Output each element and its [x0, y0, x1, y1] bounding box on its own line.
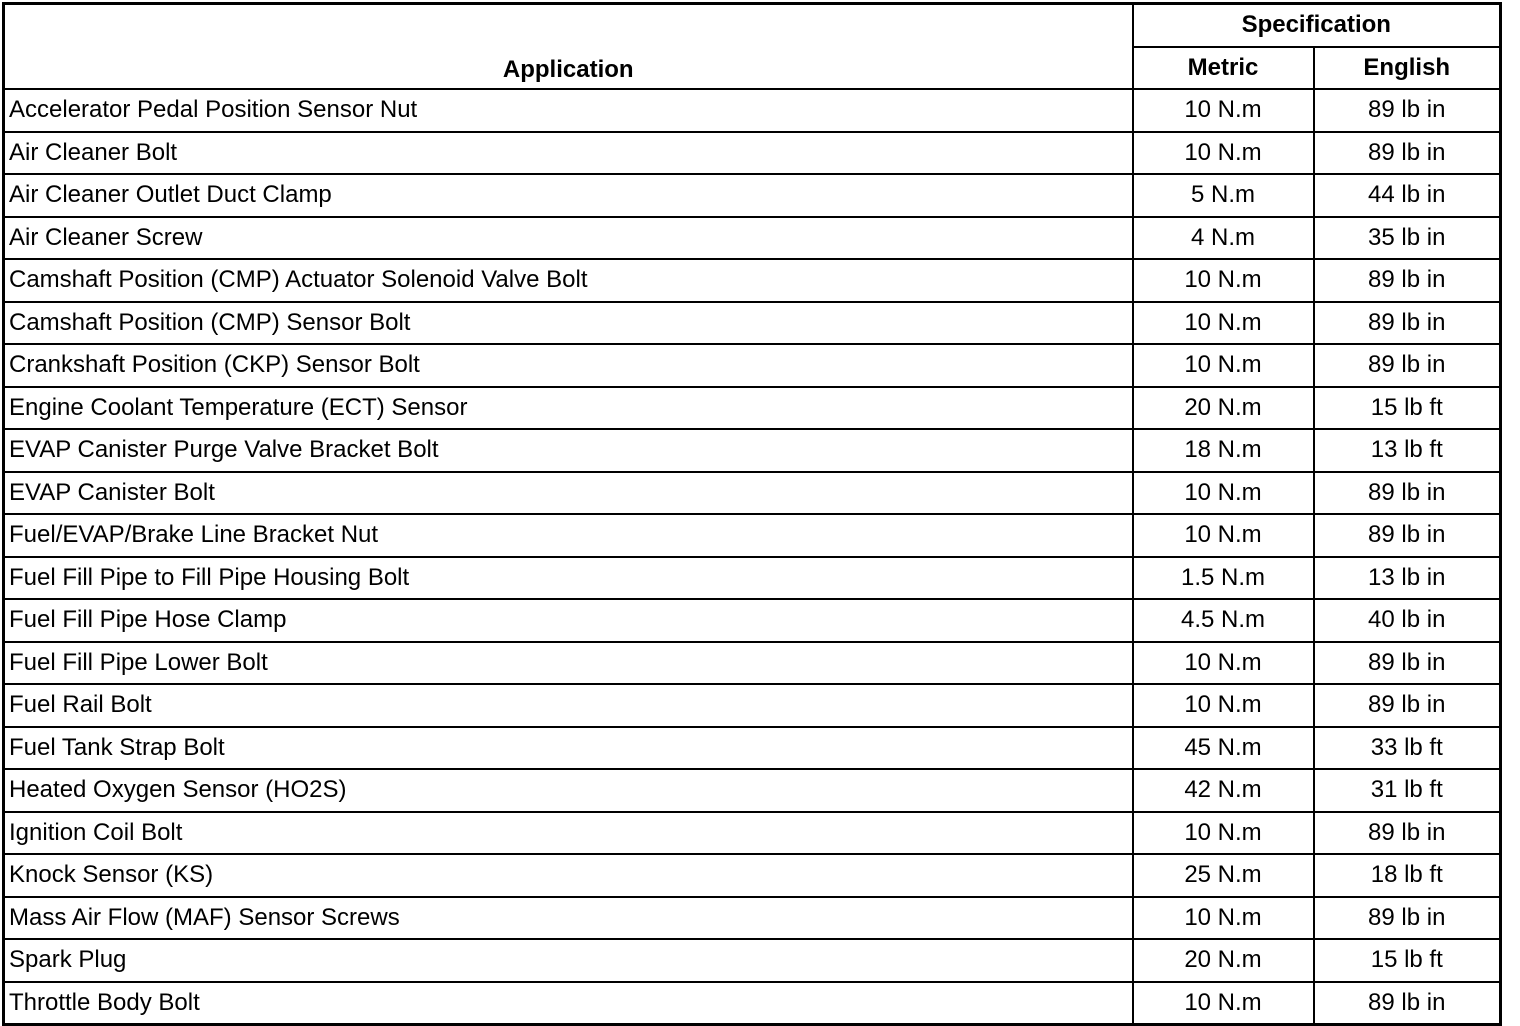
application-cell: Throttle Body Bolt [4, 982, 1133, 1025]
table-row [4, 939, 1501, 982]
table-row [4, 89, 1501, 132]
table-row [4, 727, 1501, 770]
english-cell: 33 lb ft [1314, 727, 1501, 770]
english-column-header: English [1314, 47, 1501, 90]
english-cell: 89 lb in [1314, 89, 1501, 132]
torque-specification-table [2, 2, 1502, 1026]
metric-column-header: Metric [1133, 47, 1314, 90]
english-cell: 89 lb in [1314, 514, 1501, 557]
table-row [4, 557, 1501, 600]
application-cell: Accelerator Pedal Position Sensor Nut [4, 89, 1133, 132]
table-row [4, 982, 1501, 1025]
application-cell: Air Cleaner Screw [4, 217, 1133, 260]
application-cell: Fuel Fill Pipe to Fill Pipe Housing Bolt [4, 557, 1133, 600]
metric-cell: 10 N.m [1133, 982, 1314, 1025]
english-cell: 31 lb ft [1314, 769, 1501, 812]
english-cell: 15 lb ft [1314, 939, 1501, 982]
application-cell: EVAP Canister Purge Valve Bracket Bolt [4, 429, 1133, 472]
application-cell: Fuel Rail Bolt [4, 684, 1133, 727]
metric-cell: 10 N.m [1133, 684, 1314, 727]
metric-cell: 10 N.m [1133, 514, 1314, 557]
metric-cell: 18 N.m [1133, 429, 1314, 472]
english-cell: 18 lb ft [1314, 854, 1501, 897]
table-row [4, 174, 1501, 217]
table-row [4, 897, 1501, 940]
application-cell: Fuel Fill Pipe Hose Clamp [4, 599, 1133, 642]
metric-cell: 10 N.m [1133, 259, 1314, 302]
application-cell: Camshaft Position (CMP) Actuator Solenoid Valve Bolt [4, 259, 1133, 302]
application-cell: Air Cleaner Outlet Duct Clamp [4, 174, 1133, 217]
table-row [4, 642, 1501, 685]
table-row [4, 472, 1501, 515]
english-cell: 89 lb in [1314, 472, 1501, 515]
english-cell: 13 lb in [1314, 557, 1501, 600]
application-cell: EVAP Canister Bolt [4, 472, 1133, 515]
metric-cell: 4 N.m [1133, 217, 1314, 260]
metric-cell: 10 N.m [1133, 344, 1314, 387]
english-cell: 89 lb in [1314, 302, 1501, 345]
table-header [4, 4, 1501, 90]
metric-cell: 5 N.m [1133, 174, 1314, 217]
application-cell: Crankshaft Position (CKP) Sensor Bolt [4, 344, 1133, 387]
table-body [4, 89, 1501, 1025]
application-cell: Fuel Tank Strap Bolt [4, 727, 1133, 770]
metric-cell: 45 N.m [1133, 727, 1314, 770]
application-cell: Fuel/EVAP/Brake Line Bracket Nut [4, 514, 1133, 557]
table-row [4, 132, 1501, 175]
table-row [4, 514, 1501, 557]
table-row [4, 599, 1501, 642]
table-row [4, 344, 1501, 387]
metric-cell: 20 N.m [1133, 939, 1314, 982]
english-cell: 89 lb in [1314, 812, 1501, 855]
english-cell: 89 lb in [1314, 642, 1501, 685]
metric-cell: 1.5 N.m [1133, 557, 1314, 600]
application-cell: Spark Plug [4, 939, 1133, 982]
metric-cell: 42 N.m [1133, 769, 1314, 812]
english-cell: 13 lb ft [1314, 429, 1501, 472]
metric-cell: 10 N.m [1133, 89, 1314, 132]
table-row [4, 684, 1501, 727]
english-cell: 89 lb in [1314, 684, 1501, 727]
metric-cell: 25 N.m [1133, 854, 1314, 897]
table-row [4, 854, 1501, 897]
metric-cell: 10 N.m [1133, 642, 1314, 685]
application-cell: Engine Coolant Temperature (ECT) Sensor [4, 387, 1133, 430]
table-row [4, 302, 1501, 345]
english-cell: 89 lb in [1314, 259, 1501, 302]
metric-cell: 10 N.m [1133, 812, 1314, 855]
application-cell: Camshaft Position (CMP) Sensor Bolt [4, 302, 1133, 345]
metric-cell: 10 N.m [1133, 132, 1314, 175]
table-row [4, 812, 1501, 855]
english-cell: 89 lb in [1314, 132, 1501, 175]
application-cell: Fuel Fill Pipe Lower Bolt [4, 642, 1133, 685]
metric-cell: 10 N.m [1133, 472, 1314, 515]
specification-column-header: Specification [1133, 4, 1501, 47]
application-cell: Ignition Coil Bolt [4, 812, 1133, 855]
metric-cell: 20 N.m [1133, 387, 1314, 430]
metric-cell: 10 N.m [1133, 897, 1314, 940]
table-row [4, 429, 1501, 472]
english-cell: 89 lb in [1314, 344, 1501, 387]
table-row [4, 217, 1501, 260]
table-row [4, 769, 1501, 812]
application-cell: Heated Oxygen Sensor (HO2S) [4, 769, 1133, 812]
application-cell: Mass Air Flow (MAF) Sensor Screws [4, 897, 1133, 940]
metric-cell: 4.5 N.m [1133, 599, 1314, 642]
application-cell: Air Cleaner Bolt [4, 132, 1133, 175]
english-cell: 44 lb in [1314, 174, 1501, 217]
english-cell: 89 lb in [1314, 982, 1501, 1025]
english-cell: 40 lb in [1314, 599, 1501, 642]
application-cell: Knock Sensor (KS) [4, 854, 1133, 897]
table-row [4, 387, 1501, 430]
table-row [4, 259, 1501, 302]
english-cell: 89 lb in [1314, 897, 1501, 940]
english-cell: 35 lb in [1314, 217, 1501, 260]
metric-cell: 10 N.m [1133, 302, 1314, 345]
english-cell: 15 lb ft [1314, 387, 1501, 430]
application-column-header: Application [4, 4, 1133, 90]
